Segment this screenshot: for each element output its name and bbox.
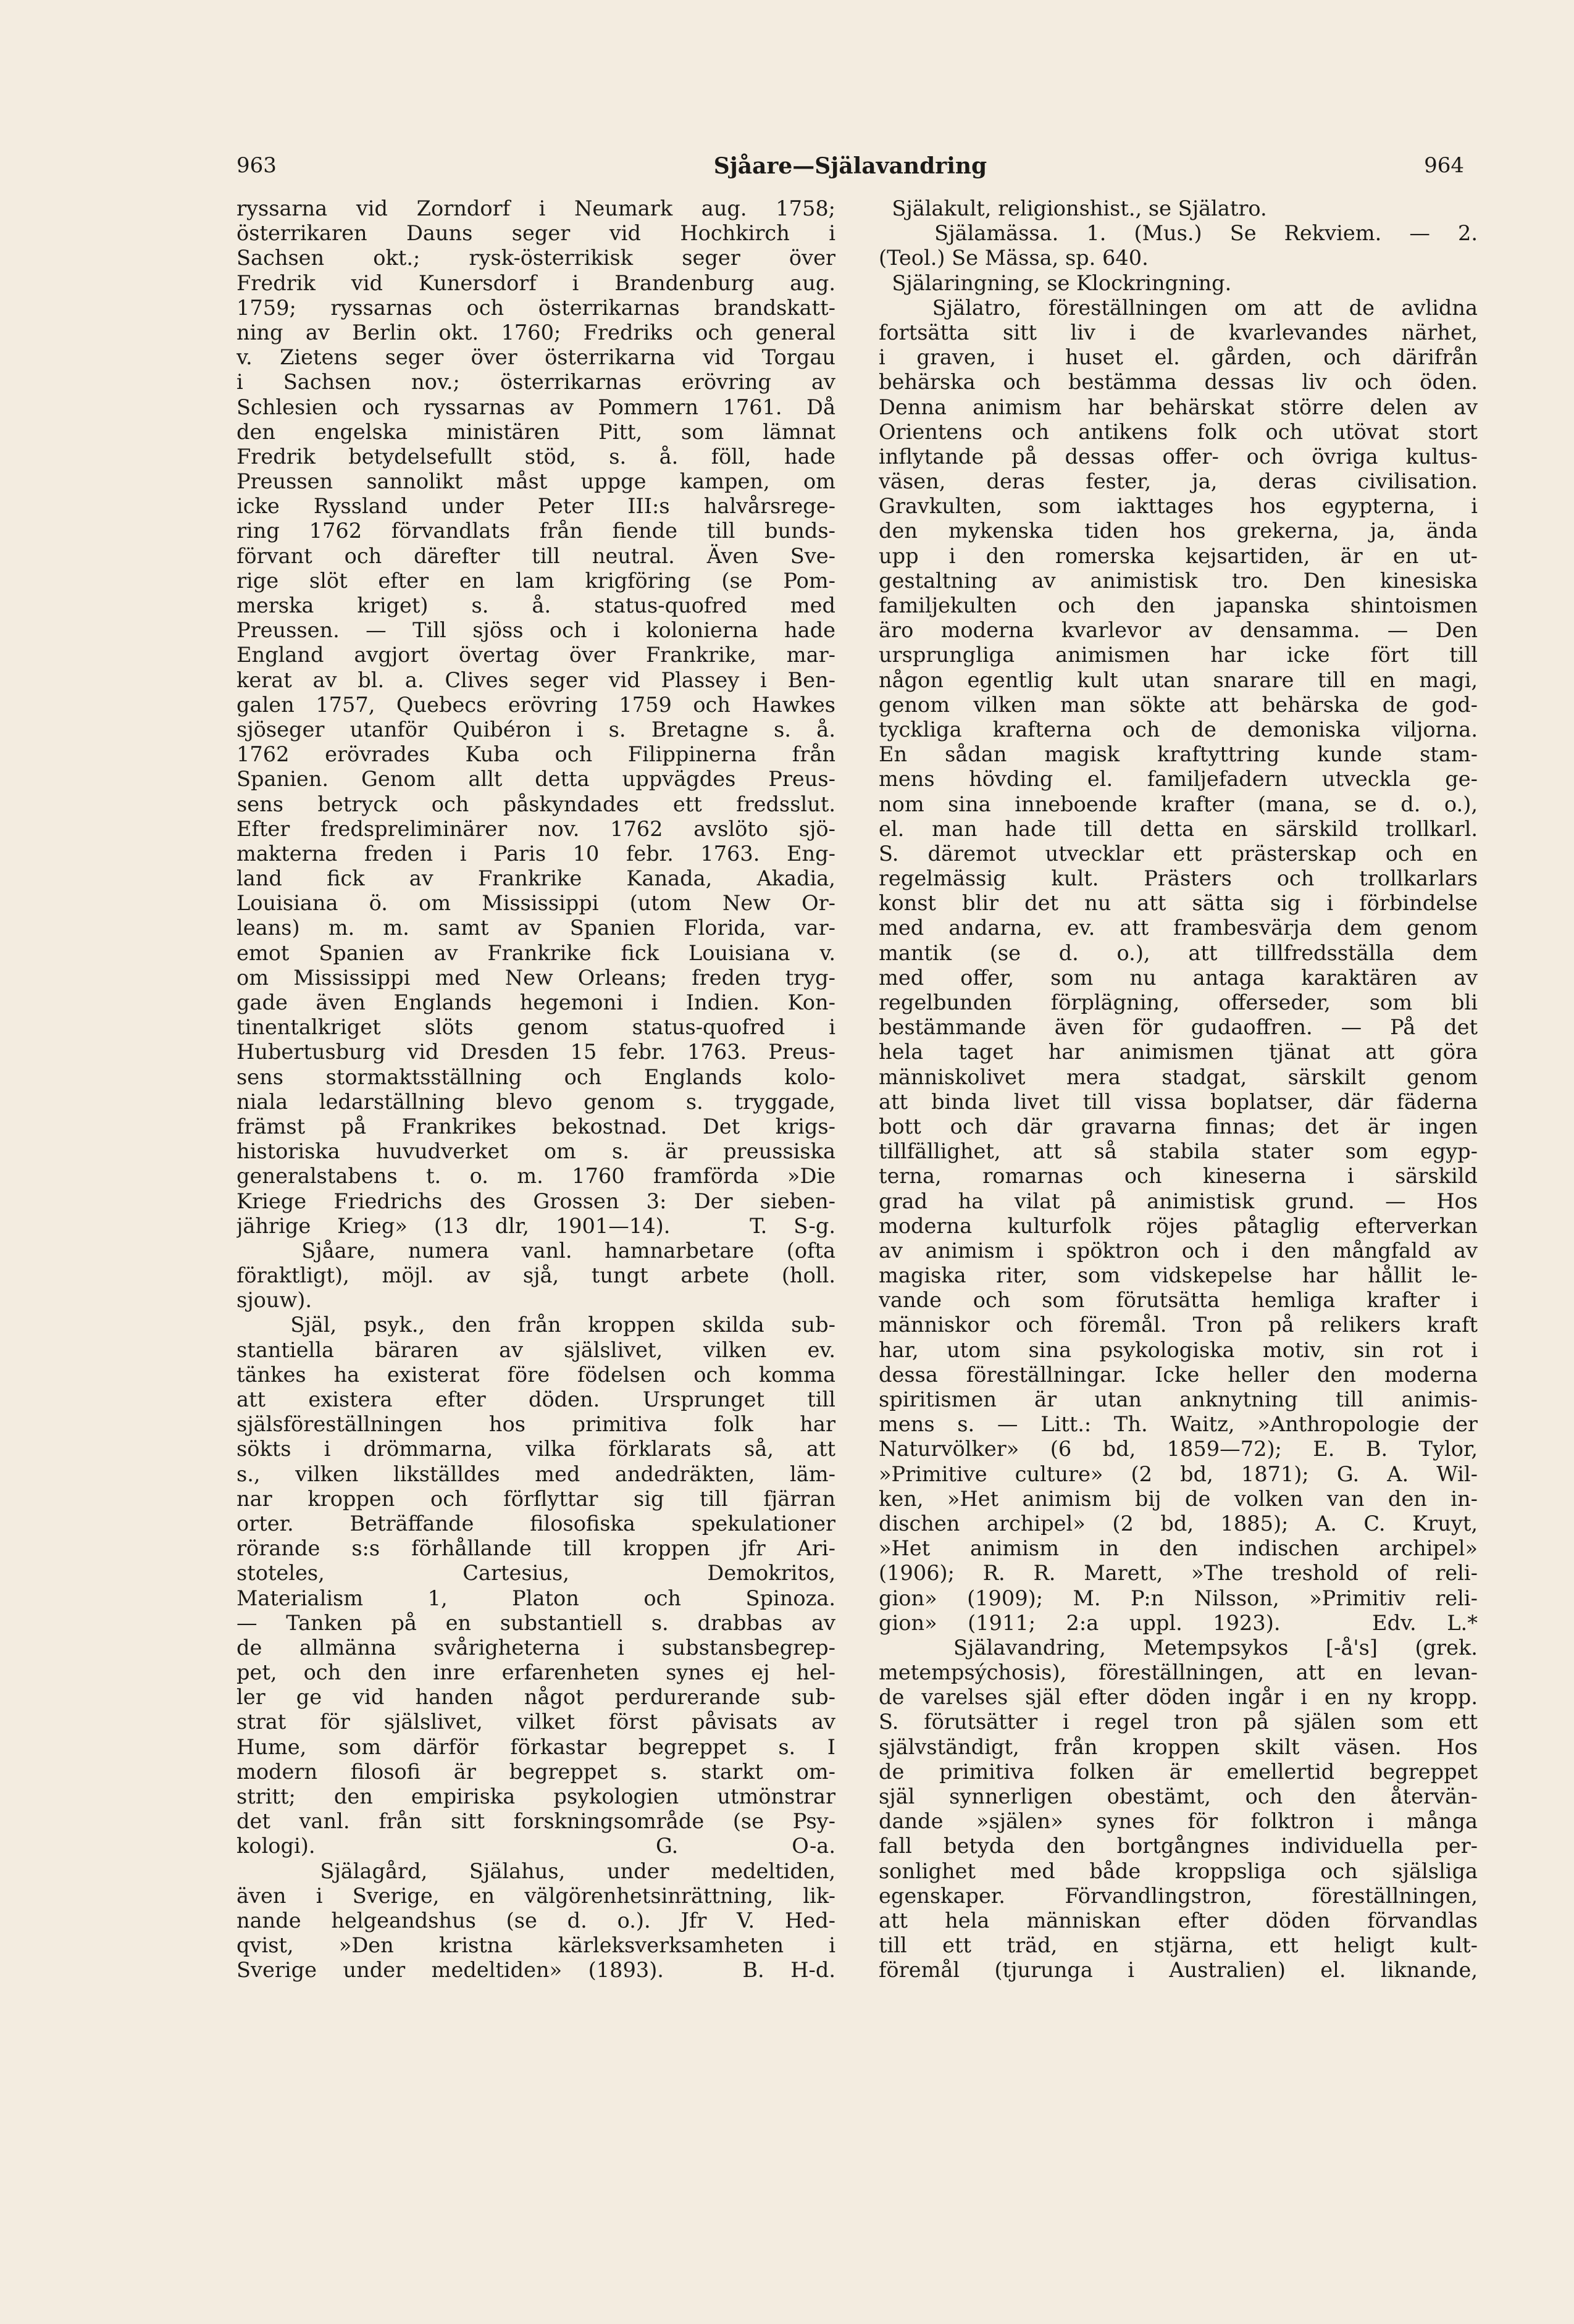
text-line: ring 1762 förvandlats från fiende till bunds- — [237, 519, 835, 543]
text-line: »Het animism in den indischen archipel» — [879, 1536, 1478, 1561]
text-line: föraktligt), möjl. av sjå, tungt arbete (holl. — [237, 1263, 835, 1288]
text-line: själ synnerligen obestämt, och den återvän- — [879, 1784, 1478, 1808]
text-line: bott och där gravarna finnas; det är ingen — [879, 1114, 1478, 1139]
text-line: ryssarna vid Zorndorf i Neumark aug. 1758; — [237, 196, 835, 220]
text-line: S. förutsätter i regel tron på själen som ett — [879, 1710, 1478, 1734]
text-line: kerat av bl. a. Clives seger vid Plassey i Ben- — [237, 667, 835, 692]
text-line: av animism i spöktron och i den mångfald av — [879, 1238, 1478, 1263]
text-line: till ett träd, en stjärna, ett heligt kult- — [879, 1933, 1478, 1958]
text-line: Preussen sannolikt måst uppge kampen, om — [237, 469, 835, 494]
text-line: rörande s:s förhållande till kroppen jfr Ari- — [237, 1536, 835, 1561]
text-line: upp i den romerska kejsartiden, är en ut- — [879, 543, 1478, 568]
text-line: familjekulten och den japanska shintoismen — [879, 593, 1478, 617]
text-line: vande och som förutsätta hemliga krafter i — [879, 1288, 1478, 1313]
text-line: Själamässa. 1. (Mus.) Se Rekviem. — 2. — [879, 221, 1478, 246]
text-line: — Tanken på en substantiell s. drabbas av — [237, 1610, 835, 1635]
text-line: kologi). G. O-a. — [237, 1834, 835, 1858]
text-line: sjöseger utanför Quibéron i s. Bretagne s. å. — [237, 717, 835, 742]
text-line: människolivet mera stadgat, särskilt genom — [879, 1064, 1478, 1089]
text-line: Fredrik betydelsefullt stöd, s. å. föll, hade — [237, 444, 835, 469]
text-line: Själakult, religionshist., se Själatro. — [879, 196, 1267, 220]
text-line: En sådan magisk kraftyttring kunde stam- — [879, 742, 1478, 767]
text-line: föremål (tjurunga i Australien) el. liknande, — [879, 1958, 1478, 1983]
page-header — [237, 153, 1464, 184]
text-line: stoteles, Cartesius, Demokritos, — [237, 1561, 835, 1586]
text-line: äro moderna kvarlevor av densamma. — Den — [879, 618, 1478, 643]
text-line: regelmässig kult. Prästers och trollkarlars — [879, 866, 1478, 891]
text-line: England avgjort övertag över Frankrike, mar- — [237, 643, 835, 667]
text-line: generalstabens t. o. m. 1760 framförda »Die — [237, 1164, 835, 1189]
text-line: gion» (1911; 2:a uppl. 1923). Edv. L.* — [879, 1610, 1478, 1635]
text-line: qvist, »Den kristna kärleksverksamheten i — [237, 1933, 835, 1958]
text-line: de varelses själ efter döden ingår i en ny kropp. — [879, 1685, 1478, 1710]
text-line: de allmänna svårigheterna i substansbegrep- — [237, 1635, 835, 1660]
text-line: egenskaper. Förvandlingstron, föreställningen, — [879, 1883, 1478, 1908]
text-line: stantiella bäraren av själslivet, vilken ev. — [237, 1337, 835, 1362]
text-line: spiritismen är utan anknytning till animis- — [879, 1387, 1478, 1411]
text-line: den mykenska tiden hos grekerna, ja, ända — [879, 519, 1478, 543]
text-line: stritt; den empiriska psykologien utmönstrar — [237, 1784, 835, 1808]
text-line: Själavandring, Metempsykos [-å's] (grek. — [879, 1635, 1478, 1660]
text-line: merska kriget) s. å. status-quofred med — [237, 593, 835, 617]
text-line: modern filosofi är begreppet s. starkt om- — [237, 1759, 835, 1784]
text-line: självständigt, från kroppen skilt väsen. Hos — [879, 1734, 1478, 1759]
text-line: Själ, psyk., den från kroppen skilda sub- — [237, 1313, 835, 1337]
text-line: Själagård, Själahus, under medeltiden, — [237, 1858, 835, 1883]
text-line: Sjåare, numera vanl. hamnarbetare (ofta — [237, 1238, 835, 1263]
text-line: dande »själen» synes för folktron i många — [879, 1809, 1478, 1834]
text-line: genom vilken man sökte att behärska de god- — [879, 692, 1478, 717]
text-line: nande helgeandshus (se d. o.). Jfr V. Hed- — [237, 1908, 835, 1933]
text-line: Preussen. — Till sjöss och i kolonierna hade — [237, 618, 835, 643]
text-line: gion» (1909); M. P:n Nilsson, »Primitiv reli- — [879, 1586, 1478, 1610]
text-line: ler ge vid handen något perdurerande sub- — [237, 1685, 835, 1710]
text-line: Gravkulten, som iakttages hos egypterna, i — [879, 494, 1478, 519]
text-line: el. man hade till detta en särskild trollkarl. — [879, 816, 1478, 841]
text-line: pet, och den inre erfarenheten synes ej hel- — [237, 1660, 835, 1685]
text-line: terna, romarnas och kineserna i särskild — [879, 1164, 1478, 1189]
text-line: Sverige under medeltiden» (1893). B. H-d. — [237, 1958, 835, 1983]
text-line: niala ledarställning blevo genom s. tryggade, — [237, 1089, 835, 1114]
text-line: gestaltning av animistisk tro. Den kinesiska — [879, 568, 1478, 593]
text-line: sjouw). — [237, 1288, 312, 1313]
text-line: fall betyda den bortgångnes individuella per- — [879, 1834, 1478, 1858]
text-line: S. däremot utvecklar ett prästerskap och en — [879, 841, 1478, 866]
text-line: nar kroppen och förflyttar sig till fjärran — [237, 1486, 835, 1511]
text-line: Naturvölker» (6 bd, 1859—72); E. B. Tylor, — [879, 1437, 1478, 1461]
text-line: (1906); R. R. Marett, »The treshold of reli- — [879, 1561, 1478, 1586]
text-line: regelbunden förplägning, offerseder, som bli — [879, 990, 1478, 1014]
text-line: Kriege Friedrichs des Grossen 3: Der sieben- — [237, 1189, 835, 1213]
text-line: dessa föreställningar. Icke heller den moderna — [879, 1362, 1478, 1387]
text-line: de primitiva folken är emellertid begreppet — [879, 1759, 1478, 1784]
text-line: behärska och bestämma dessas liv och öden. — [879, 370, 1478, 395]
text-line: »Primitive culture» (2 bd, 1871); G. A. Wil- — [879, 1461, 1478, 1486]
text-line: tinentalkriget slöts genom status-quofred i — [237, 1015, 835, 1040]
text-line: att existera efter döden. Ursprunget till — [237, 1387, 835, 1411]
text-line: Denna animism har behärskat större delen av — [879, 395, 1478, 419]
text-line: icke Ryssland under Peter III:s halvårsrege- — [237, 494, 835, 519]
text-line: rige slöt efter en lam krigföring (se Pom- — [237, 568, 835, 593]
text-line: har, utom sina psykologiska motiv, sin rot i — [879, 1337, 1478, 1362]
text-line: moderna kulturfolk röjes påtaglig efterverkan — [879, 1213, 1478, 1238]
text-line: jährige Krieg» (13 dlr, 1901—14). T. S-g. — [237, 1213, 835, 1238]
text-line: ursprungliga animismen har icke fört till — [879, 643, 1478, 667]
text-line: Orientens och antikens folk och utövat stort — [879, 419, 1478, 444]
text-line: historiska huvudverket om s. är preussiska — [237, 1139, 835, 1164]
text-line: 1762 erövrades Kuba och Filippinerna från — [237, 742, 835, 767]
text-line: inflytande på dessas offer- och övriga kultus- — [879, 444, 1478, 469]
text-line: grad ha vilat på animistisk grund. — Hos — [879, 1189, 1478, 1213]
text-line: magiska riter, som vidskepelse har hållit le- — [879, 1263, 1478, 1288]
text-line: gade även Englands hegemoni i Indien. Kon- — [237, 990, 835, 1014]
text-line: Fredrik vid Kunersdorf i Brandenburg aug. — [237, 270, 835, 295]
text-line: i graven, i huset el. gården, och därifrån — [879, 345, 1478, 370]
text-line: österrikaren Dauns seger vid Hochkirch i — [237, 221, 835, 246]
text-line: 1759; ryssarnas och österrikarnas brandskatt- — [237, 295, 835, 320]
text-line: dischen archipel» (2 bd, 1885); A. C. Kruyt, — [879, 1511, 1478, 1536]
text-line: bestämmande även för gudaoffren. — På det — [879, 1015, 1478, 1040]
text-line: i Sachsen nov.; österrikarnas erövring av — [237, 370, 835, 395]
text-line: orter. Beträffande filosofiska spekulationer — [237, 1511, 835, 1536]
text-line: att hela människan efter döden förvandlas — [879, 1908, 1478, 1933]
text-line: metempsýchosis), föreställningen, att en levan- — [879, 1660, 1478, 1685]
text-line: Själaringning, se Klockringning. — [879, 270, 1232, 295]
text-line: mantik (se d. o.), att tillfredsställa dem — [879, 940, 1478, 965]
text-line: ken, »Het animism bij de volken van den in- — [879, 1486, 1478, 1511]
text-line: s., vilken likställdes med andedräkten, läm- — [237, 1461, 835, 1486]
text-line: (Teol.) Se Mässa, sp. 640. — [879, 246, 1149, 270]
right-text-column — [879, 196, 1478, 1983]
text-line: Louisiana ö. om Mississippi (utom New Or- — [237, 891, 835, 916]
text-line: att binda livet till vissa boplatser, där fäderna — [879, 1089, 1478, 1114]
text-line: tyckliga krafterna och de demoniska viljorna. — [879, 717, 1478, 742]
text-line: fortsätta sitt liv i de kvarlevandes närhet, — [879, 320, 1478, 345]
text-line: Materialism 1, Platon och Spinoza. — [237, 1586, 835, 1610]
text-line: ning av Berlin okt. 1760; Fredriks och general — [237, 320, 835, 345]
text-line: konst blir det nu att sätta sig i förbindelse — [879, 891, 1478, 916]
text-line: sonlighet med både kroppsliga och själsliga — [879, 1858, 1478, 1883]
text-line: land fick av Frankrike Kanada, Akadia, — [237, 866, 835, 891]
text-line: Spanien. Genom allt detta uppvägdes Preus- — [237, 767, 835, 792]
text-line: förvant och därefter till neutral. Även Sve- — [237, 543, 835, 568]
text-line: hela taget har animismen tjänat att göra — [879, 1040, 1478, 1064]
text-line: Schlesien och ryssarnas av Pommern 1761. Då — [237, 395, 835, 419]
text-line: leans) m. m. samt av Spanien Florida, var- — [237, 916, 835, 940]
page-number-left: 963 — [237, 153, 277, 178]
text-line: galen 1757, Quebecs erövring 1759 och Hawkes — [237, 692, 835, 717]
text-line: människor och föremål. Tron på relikers kraft — [879, 1313, 1478, 1337]
text-line: sens stormaktsställning och Englands kolo- — [237, 1064, 835, 1089]
text-line: makterna freden i Paris 10 febr. 1763. Eng- — [237, 841, 835, 866]
text-line: Hume, som därför förkastar begreppet s. I — [237, 1734, 835, 1759]
text-line: Hubertusburg vid Dresden 15 febr. 1763. Preus- — [237, 1040, 835, 1064]
text-line: mens hövding el. familjefadern utveckla ge- — [879, 767, 1478, 792]
text-line: med offer, som nu antaga karaktären av — [879, 965, 1478, 990]
text-line: Själatro, föreställningen om att de avlidna — [879, 295, 1478, 320]
left-text-column — [237, 196, 835, 1983]
text-line: främst på Frankrikes bekostnad. Det krigs- — [237, 1114, 835, 1139]
text-line: Efter fredspreliminärer nov. 1762 avslöto sjö- — [237, 816, 835, 841]
text-line: med andarna, ev. att frambesvärja dem genom — [879, 916, 1478, 940]
text-line: Sachsen okt.; rysk-österrikisk seger över — [237, 246, 835, 270]
page-number-right: 964 — [1424, 153, 1464, 178]
text-line: tillfällighet, att så stabila stater som egyp- — [879, 1139, 1478, 1164]
text-line: mens s. — Litt.: Th. Waitz, »Anthropologie der — [879, 1412, 1478, 1437]
text-line: nom sina inneboende krafter (mana, se d. o.), — [879, 792, 1478, 816]
text-line: sökts i drömmarna, vilka förklarats så, att — [237, 1437, 835, 1461]
text-line: även i Sverige, en välgörenhetsinrättning, lik- — [237, 1883, 835, 1908]
text-line: den engelska ministären Pitt, som lämnat — [237, 419, 835, 444]
text-line: tänkes ha existerat före födelsen och komma — [237, 1362, 835, 1387]
text-line: någon egentlig kult utan snarare till en magi, — [879, 667, 1478, 692]
text-line: strat för själslivet, vilket först påvisats av — [237, 1710, 835, 1734]
text-line: väsen, deras fester, ja, deras civilisation. — [879, 469, 1478, 494]
running-head: Sjåare—Själavandring — [713, 153, 987, 179]
text-line: det vanl. från sitt forskningsområde (se Psy- — [237, 1809, 835, 1834]
text-line: själsföreställningen hos primitiva folk har — [237, 1412, 835, 1437]
text-line: emot Spanien av Frankrike fick Louisiana v. — [237, 940, 835, 965]
text-line: sens betryck och påskyndades ett fredsslut. — [237, 792, 835, 816]
text-line: v. Zietens seger över österrikarna vid Torgau — [237, 345, 835, 370]
text-line: om Mississippi med New Orleans; freden tryg- — [237, 965, 835, 990]
